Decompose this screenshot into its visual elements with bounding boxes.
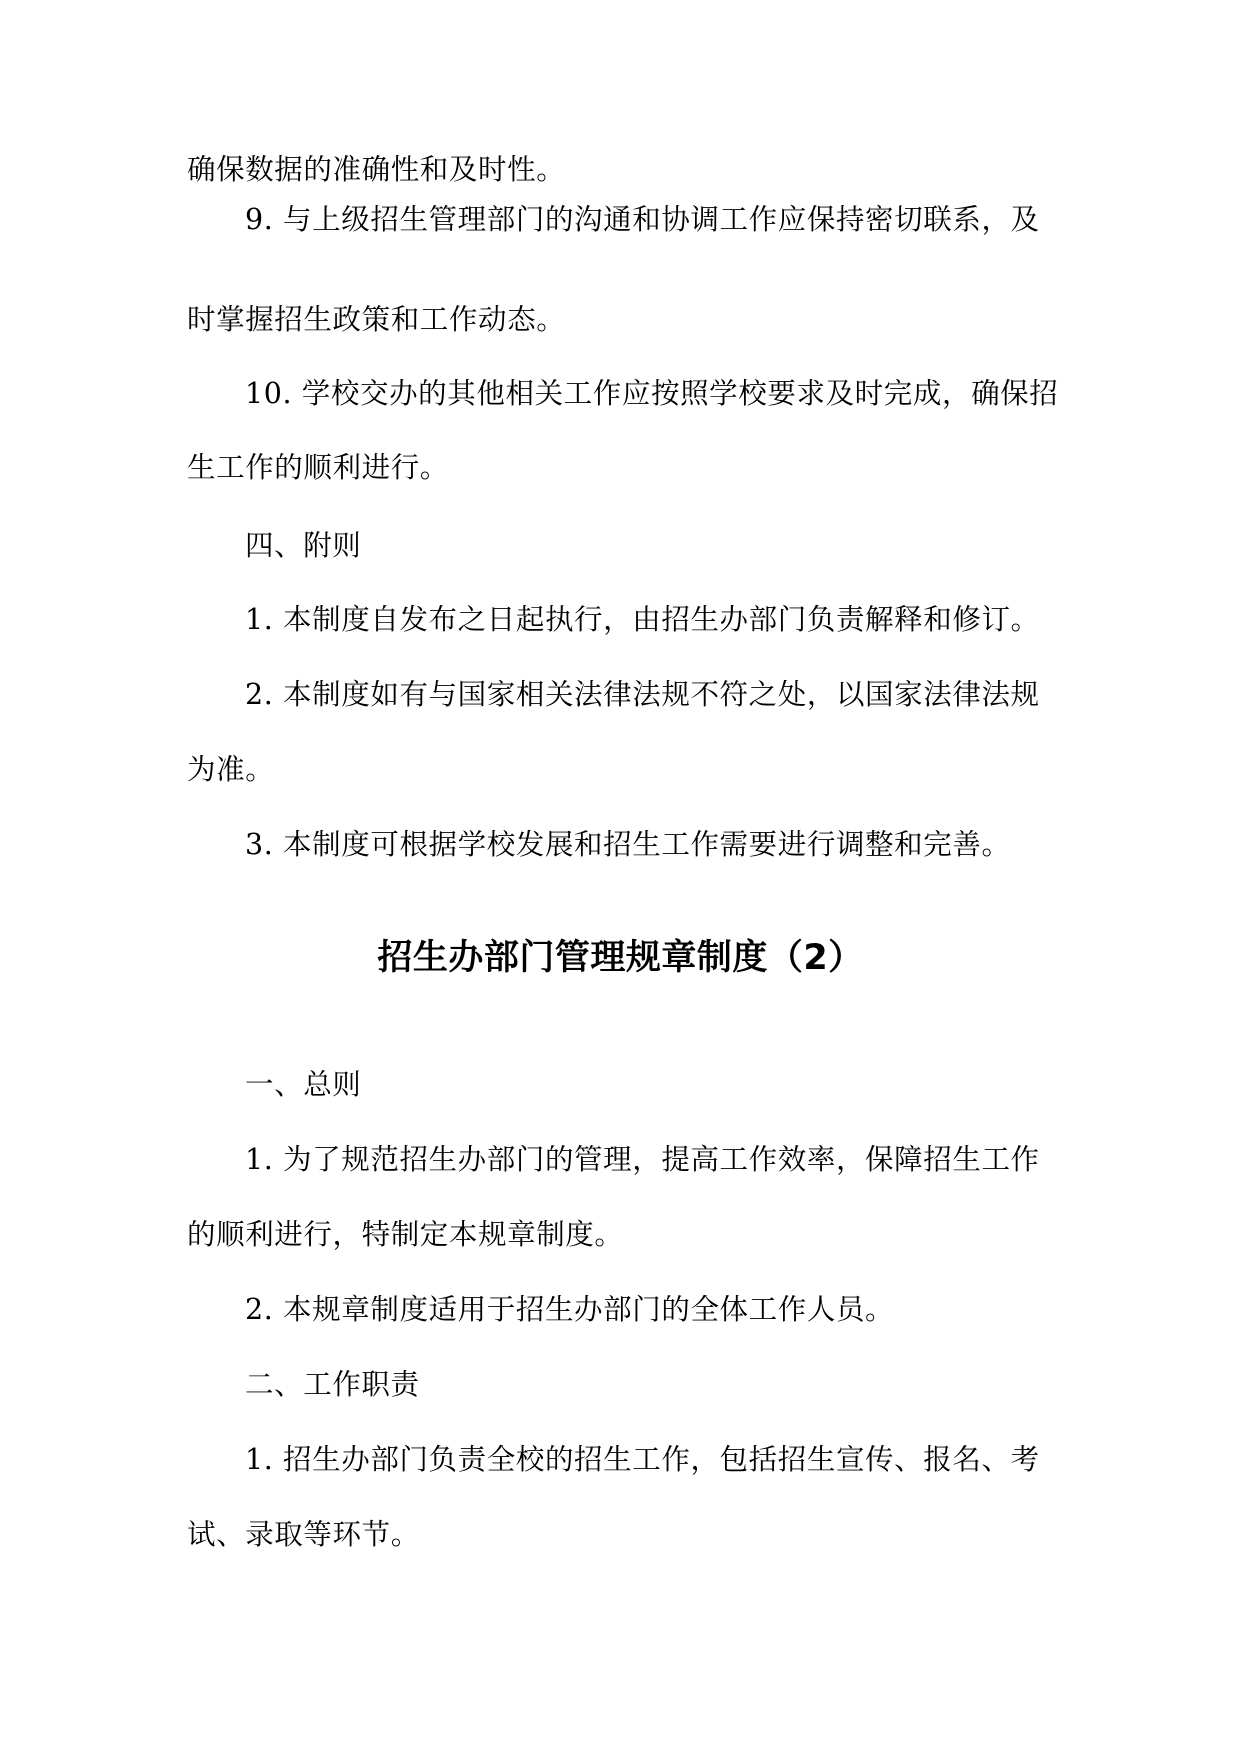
text-line: 试、录取等环节。 (187, 1518, 420, 1551)
text-line: 为准。 (187, 753, 275, 786)
text-line: 时掌握招生政策和工作动态。 (187, 303, 566, 336)
text-line: 2. 本制度如有与国家相关法律法规不符之处，以国家法律法规 (245, 678, 1040, 711)
document-title: 招生办部门管理规章制度（2） (377, 938, 864, 978)
text-line: 1. 本制度自发布之日起执行，由招生办部门负责解释和修订。 (245, 603, 1040, 636)
section-heading: 四、附则 (245, 529, 362, 562)
text-line: 1. 招生办部门负责全校的招生工作，包括招生宣传、报名、考 (245, 1443, 1040, 1476)
text-line: 的顺利进行，特制定本规章制度。 (187, 1218, 624, 1251)
section-heading: 二、工作职责 (245, 1368, 420, 1401)
text-line: 10. 学校交办的其他相关工作应按照学校要求及时完成，确保招 (245, 377, 1059, 410)
text-line: 1. 为了规范招生办部门的管理，提高工作效率，保障招生工作 (245, 1143, 1040, 1176)
text-line: 确保数据的准确性和及时性。 (187, 153, 566, 186)
text-line: 9. 与上级招生管理部门的沟通和协调工作应保持密切联系，及 (245, 203, 1040, 236)
text-line: 2. 本规章制度适用于招生办部门的全体工作人员。 (245, 1293, 895, 1326)
section-heading: 一、总则 (245, 1068, 362, 1101)
text-line: 生工作的顺利进行。 (187, 451, 449, 484)
text-line: 3. 本制度可根据学校发展和招生工作需要进行调整和完善。 (245, 828, 1011, 861)
